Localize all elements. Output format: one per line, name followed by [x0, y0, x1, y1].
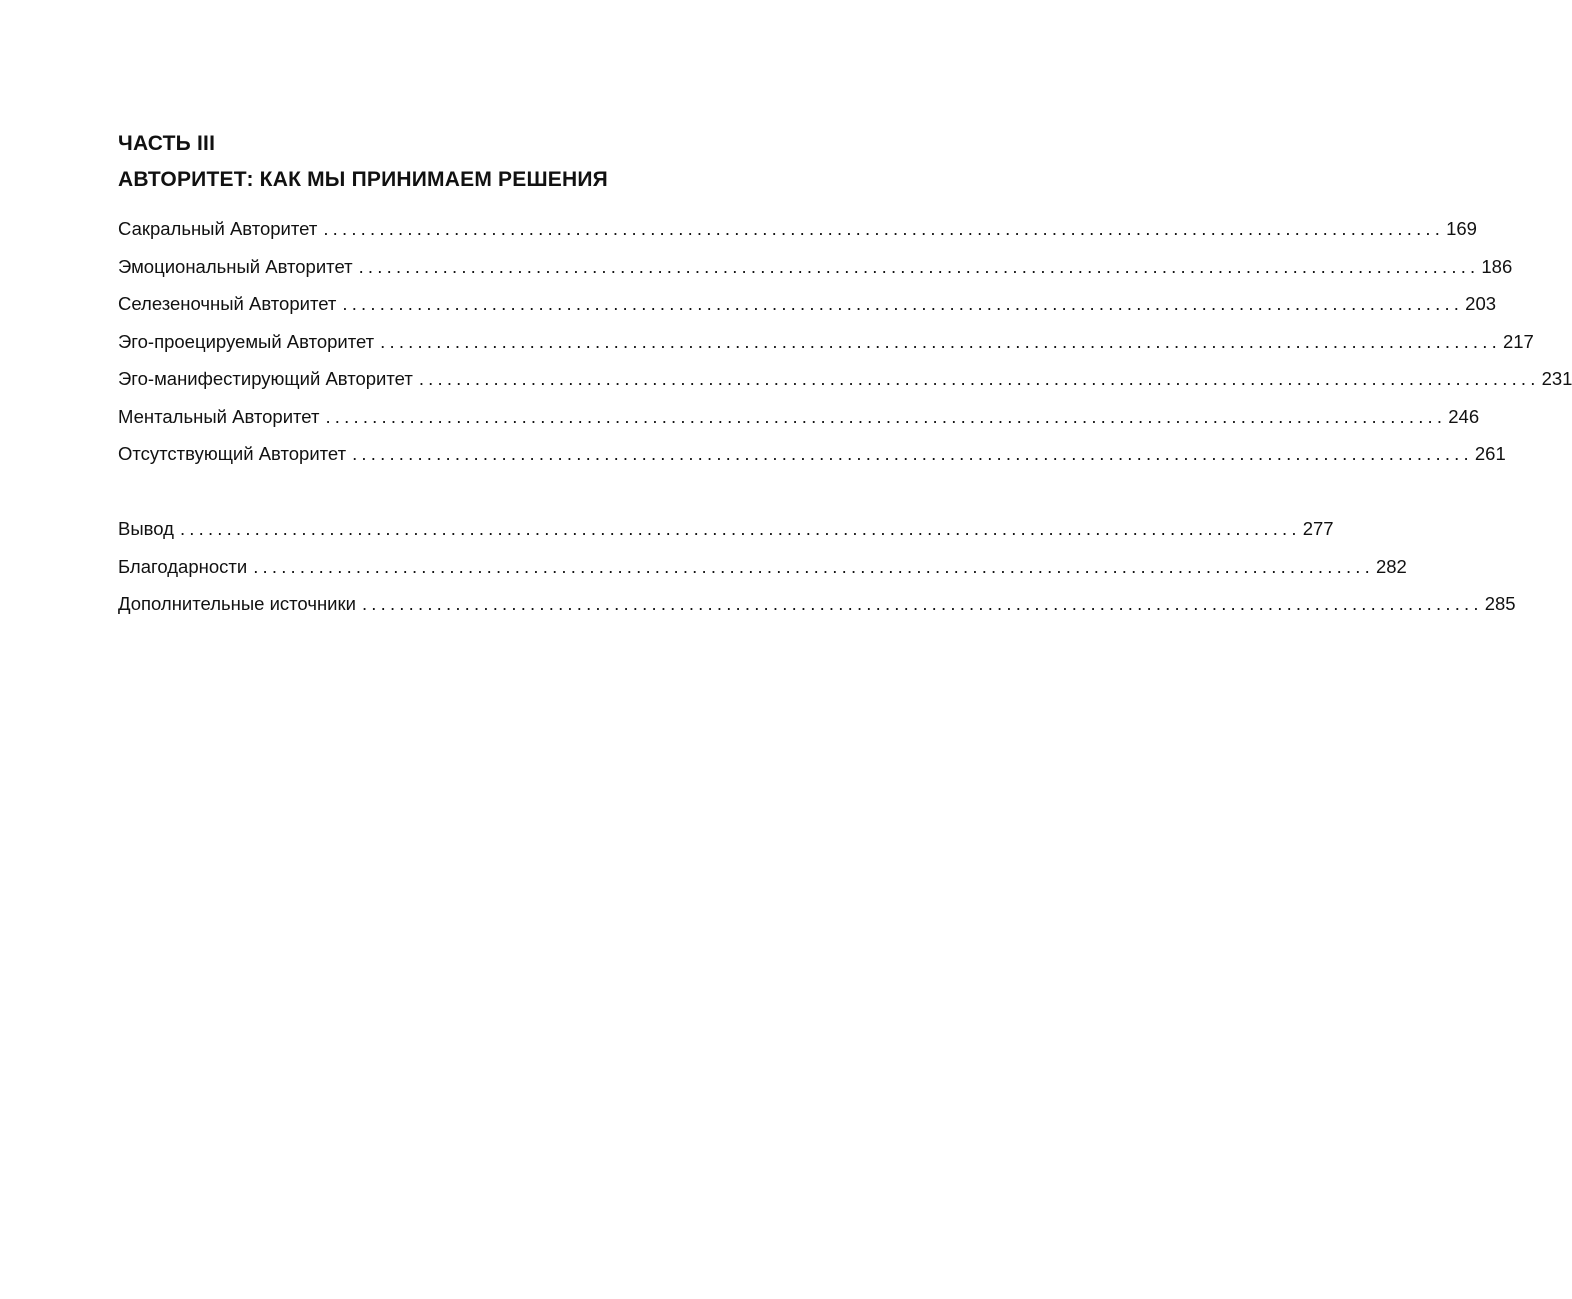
toc-entry-page: 285 [1484, 593, 1516, 614]
toc-entry-label: Вывод [118, 518, 174, 539]
dot-leader: ........................................................................................................................ [361, 593, 1483, 614]
toc-entry-page: 282 [1375, 556, 1407, 577]
dot-leader: ........................................................................................................................ [179, 518, 1301, 539]
toc-entry[interactable] [118, 405, 1480, 429]
dot-leader: ........................................................................................................................ [323, 218, 1445, 239]
toc-entry-label: Селезеночный Авторитет [118, 293, 337, 314]
toc-entry-label: Эго-проецируемый Авторитет [118, 331, 375, 352]
toc-entry-page: 203 [1465, 293, 1497, 314]
toc-entry-page: 261 [1474, 443, 1506, 464]
toc-entry-label: Ментальный Авторитет [118, 406, 320, 427]
part-label: ЧАСТЬ III [118, 132, 216, 155]
toc-entry-label: Отсутствующий Авторитет [118, 443, 347, 464]
toc-entry-label: Эго-манифестирующий Авторитет [118, 368, 413, 389]
toc-entry-page: 186 [1481, 256, 1513, 277]
part-title: АВТОРИТЕТ: КАК МЫ ПРИНИМАЕМ РЕШЕНИЯ [118, 168, 608, 191]
toc-entry-page: 217 [1502, 331, 1534, 352]
toc-entry[interactable] [118, 367, 1572, 391]
toc-entry[interactable] [118, 330, 1534, 354]
toc-entry-label: Дополнительные источники [118, 593, 356, 614]
toc-entry-page: 277 [1302, 518, 1334, 539]
dot-leader: ........................................................................................................................ [358, 256, 1480, 277]
toc-entry-label: Эмоциональный Авторитет [118, 256, 353, 277]
toc-entry[interactable] [118, 292, 1497, 316]
toc-entry[interactable] [118, 555, 1407, 579]
toc-entry[interactable] [118, 517, 1334, 541]
dot-leader: ........................................................................................................................ [342, 293, 1464, 314]
dot-leader: ........................................................................................................................ [380, 331, 1501, 352]
toc-entry-page: 169 [1446, 218, 1477, 239]
toc-entry[interactable] [118, 255, 1513, 279]
toc-entry[interactable] [118, 217, 1477, 241]
toc-entry[interactable] [118, 592, 1516, 616]
dot-leader: ........................................................................................................................ [253, 556, 1374, 577]
toc-entry[interactable] [118, 442, 1506, 466]
toc-entry-label: Сакральный Авторитет [118, 218, 318, 239]
toc-entry-page: 231 [1541, 368, 1572, 389]
toc-entry-page: 246 [1448, 406, 1480, 427]
dot-leader: ........................................................................................................................ [325, 406, 1447, 427]
dot-leader: ........................................................................................................................ [418, 368, 1540, 389]
toc-entry-label: Благодарности [118, 556, 248, 577]
dot-leader: ........................................................................................................................ [352, 443, 1473, 464]
